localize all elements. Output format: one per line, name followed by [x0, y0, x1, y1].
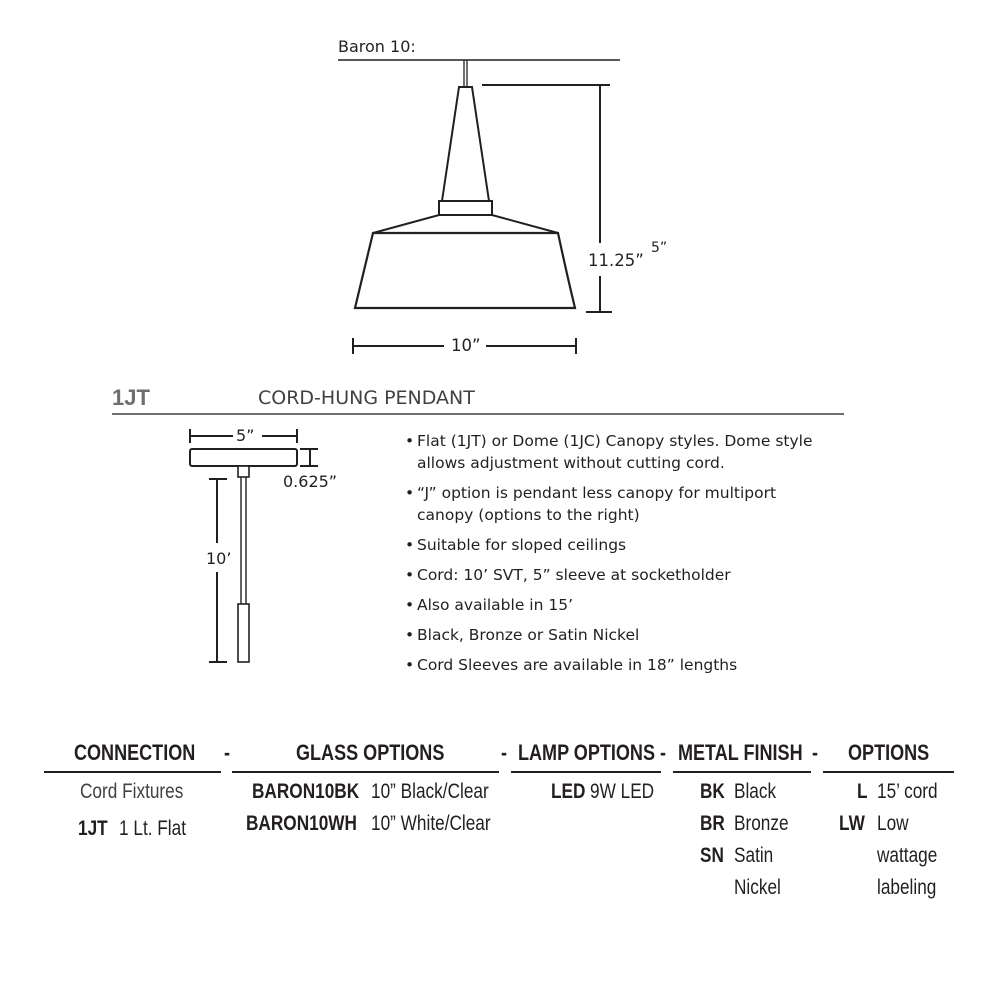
options-header: OPTIONS [848, 740, 930, 765]
separator: - [501, 740, 508, 765]
glass-rule [232, 771, 499, 773]
height-dim-label: 11.25” [588, 251, 644, 270]
finish-desc-cont: Nickel [734, 876, 781, 899]
separator: - [660, 740, 667, 765]
finish-desc: Black [734, 780, 777, 803]
height-dim-partial-label: 5” [651, 240, 668, 256]
canopy-width-label: 5” [236, 426, 255, 445]
width-dim-label: 10” [451, 336, 481, 355]
connection-subheader: Cord Fixtures [80, 780, 184, 803]
glass-code: BARON10WH [246, 812, 357, 835]
options-code: L [857, 780, 868, 803]
options-desc-cont: labeling [877, 876, 937, 899]
feature-item: • “J” option is pendant less canopy for multiport canopy (options to the right) [405, 482, 835, 526]
finish-header: METAL FINISH [678, 740, 803, 765]
feature-item: • Black, Bronze or Satin Nickel [405, 624, 835, 646]
feature-item: • Cord Sleeves are available in 18” lengths [405, 654, 835, 676]
finish-code: BR [700, 812, 725, 835]
feature-item: • Suitable for sloped ceilings [405, 534, 835, 556]
finish-rule [673, 771, 811, 773]
feature-item: • Flat (1JT) or Dome (1JC) Canopy styles. Dome style allows adjustment without cutting cord. [405, 430, 835, 474]
connection-header: CONNECTION [74, 740, 196, 765]
feature-item: • Cord: 10’ SVT, 5” sleeve at socketholder [405, 564, 835, 586]
options-desc-cont: wattage [877, 844, 938, 867]
options-desc: 15’ cord [877, 780, 938, 803]
canopy-title: CORD-HUNG PENDANT [258, 387, 475, 409]
connection-code: 1JT [78, 817, 108, 840]
canopy-plate [190, 449, 297, 466]
finish-code: SN [700, 844, 724, 867]
feature-list [405, 430, 835, 684]
options-code: LW [839, 812, 865, 835]
glass-desc: 10” White/Clear [371, 812, 491, 835]
lamp-desc: 9W LED [590, 780, 655, 803]
connection-rule [44, 771, 221, 773]
model-title: Baron 10: [338, 37, 416, 56]
lamp-code: LED [551, 780, 586, 803]
separator: - [812, 740, 819, 765]
cord-length-label: 10’ [206, 549, 232, 568]
canopy-code: 1JT [112, 385, 150, 410]
lamp-header: LAMP OPTIONS [518, 740, 655, 765]
options-rule [823, 771, 954, 773]
feature-item: • Also available in 15’ [405, 594, 835, 616]
canopy-height-label: 0.625” [283, 472, 338, 491]
options-desc: Low [877, 812, 909, 835]
finish-desc: Bronze [734, 812, 789, 835]
lamp-rule [511, 771, 661, 773]
canopy-cord-grip [238, 466, 249, 477]
connection-desc: 1 Lt. Flat [119, 817, 186, 840]
separator: - [224, 740, 231, 765]
glass-header: GLASS OPTIONS [296, 740, 445, 765]
glass-desc: 10” Black/Clear [371, 780, 489, 803]
glass-code: BARON10BK [252, 780, 360, 803]
finish-code: BK [700, 780, 725, 803]
finish-desc: Satin [734, 844, 774, 867]
canopy-socket-sleeve [238, 604, 249, 662]
